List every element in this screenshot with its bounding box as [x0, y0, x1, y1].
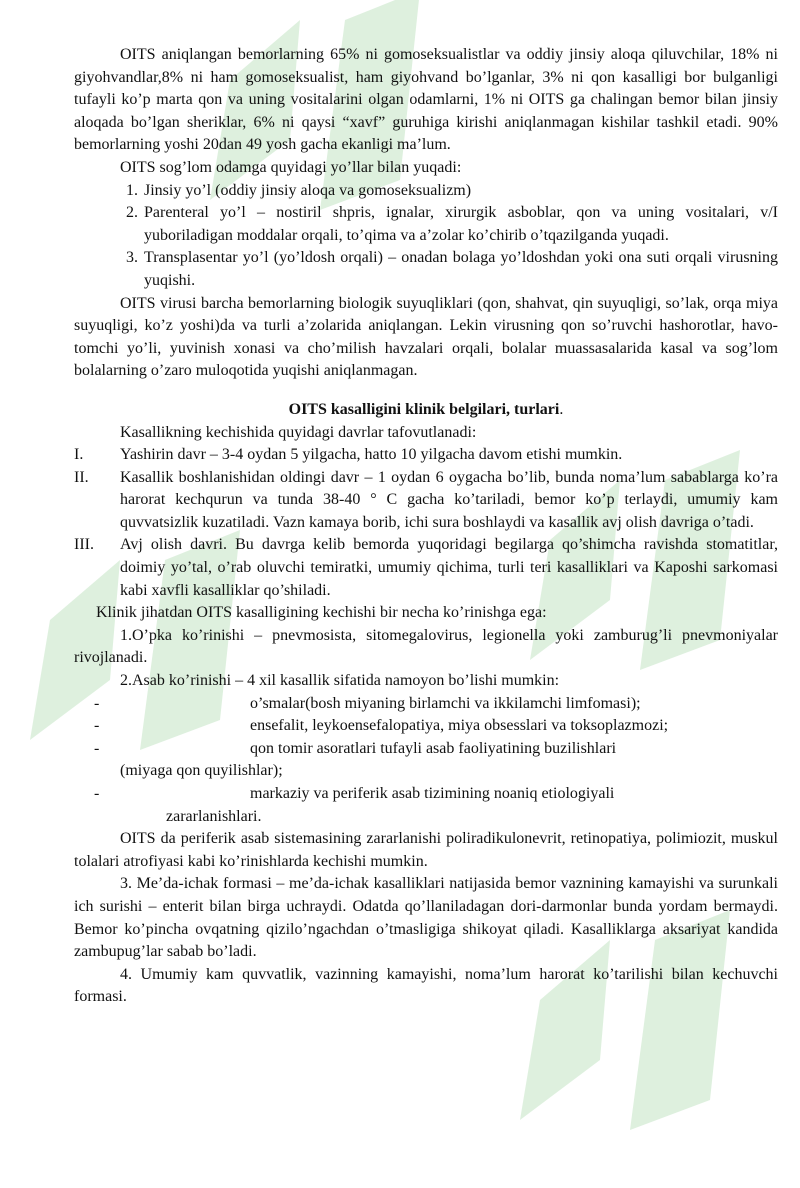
virus-paragraph: OITS virusi barcha bemorlarning biologik suyuqliklari (qon, shahvat, qin suyuqligi, so’lak, orqa miya suyuqligi, ko’z yoshi)da va turli a’zolarida aniqlangan. Lekin virusning qon so’ruvchi hashorotlar, havo-tomchi yo’li, yuvinish xonasi va cho’milish havzalari orqali, bolalar muassasalarida kasal va sog’lom bolalarning o’zaro muloqotida yuqishi aniqlanmagan.	[74, 294, 778, 380]
forms-lead: Klinik jihatdan OITS kasalligining kechishi bir necha ko’rinishga ega:	[96, 604, 547, 622]
routes-lead: OITS sog’lom odamga quyidagi yo’llar bilan yuqadi:	[120, 158, 462, 176]
form-1-paragraph: 1.O’pka ko’rinishi – pnevmosista, sitomegalovirus, legionella yoki zamburug’li pnevmoniyalar rivojlanadi.	[74, 626, 778, 667]
form-2-paragraph: 2.Asab ko’rinishi – 4 xil kasallik sifatida namoyon bo’lishi mumkin:	[120, 672, 560, 690]
list-item: 3. Transplasentar yo’l (yo’ldosh orqali) – onadan bolaga yo’ldoshdan yoki ona suti orqali virusning yuqishi.	[126, 249, 778, 289]
peripheral-paragraph: OITS da periferik asab sistemasining zararlanishi poliradikulonevrit, retinopatiya, polimiozit, muskul tolalari atrofiyasi kabi ko’rinishlarda kechishi mumkin.	[74, 830, 778, 870]
intro-paragraph: OITS aniqlangan bemorlarning 65% ni gomoseksualistlar va oddiy jinsiy aloqa qiluvchilar, 18% ni giyohvandlar,8% ni ham gomoseksualist, ham giyohvand bo’lganlar, 3% ni qon kasalligi bor bulganligi tufayli ko’p marta qon va uning vositalarini olgan odamlarni, 1% ni OITS ga chalingan bemor bilan jinsiy aloqada bo’lgan sheriklar, 6% ni qaysi “xavf” guruhiga kirishi aniqlanmagan kishilar tashkil etadi. 90% bemorlarning yoshi 20dan 49 yosh gacha ekanligi ma’lum.	[74, 46, 778, 154]
periods-list	[74, 444, 778, 602]
transmission-routes-list	[74, 180, 778, 293]
form-4-paragraph: 4. Umumiy kam quvvatlik, vazinning kamayishi, noma’lum harorat ko’tarilishi bilan kechuvchi formasi.	[74, 965, 778, 1006]
list-item: III. Avj olish davri. Bu davrga kelib bemorda yuqoridagi begilarga qo’shimcha ravishda stomatitlar, doimiy yo’tal, o’rab oluvchi temiratki, umumiy qichima, turli teri kasalliklari va Kaposhi sarkomasi kabi xavfli kasalliklar qo’shiladi.	[74, 536, 778, 599]
list-item: - o’smalar(bosh miyaning birlamchi va ikkilamchi limfomasi);	[94, 694, 641, 712]
list-item: - qon tomir asoratlari tufayli asab faoliyatining buzilishlari (miyaga qon quyilishlar);	[94, 739, 617, 780]
neuro-forms-list	[74, 693, 778, 829]
list-item: I. Yashirin davr – 3-4 oydan 5 yilgacha, hatto 10 yilgacha davom etishi mumkin.	[74, 446, 623, 464]
list-item: - markaziy va periferik asab tizimining noaniq etiologiyali zararlanishlari.	[94, 785, 615, 825]
list-item: - ensefalit, leykoensefalopatiya, miya obsesslari va toksoplazmozi;	[94, 717, 669, 735]
form-3-paragraph: 3. Me’da-ichak formasi – me’da-ichak kasalliklari natijasida bemor vaznining kamayishi va surunkali ich surishi – enterit bilan birga uchraydi. Odatda qo’llaniladagan dori-darmonlar bunda yordam bermaydi. Bemor ko’pincha ovqatning qizilo’ngachdan o’tmasligiga shikoyat qiladi. Kasalliklarga aksariyat kandida zambupug’lar sabab bo’ladi.	[74, 875, 778, 961]
list-item: 1. Jinsiy yo’l (oddiy jinsiy aloqa va gomoseksualizm)	[126, 181, 472, 199]
list-item: II. Kasallik boshlanishidan oldingi davr – 1 oydan 6 oygacha bo’lib, bunda noma’lum sabablarga ko’ra harorat kechqurun va tunda 38-40 ° C gacha ko’tariladi, bemor ko’p terlaydi, umumiy kam quvvatsizlik kuzatiladi. Vazn kamaya borib, ichi sura boshlaydi va kasallik avj olish davriga o’tadi.	[74, 468, 778, 531]
document-page	[74, 44, 778, 1009]
list-item: 2. Parenteral yo’l – nostiril shpris, ignalar, xirurgik asboblar, qon va uning vositalari, v/I yuboriladigan moddalar orqali, to’qima va a’zolar ko’chirib o’tqazilganda yuqadi.	[126, 204, 778, 244]
section-heading: OITS kasalligini klinik belgilari, turlari.	[288, 400, 564, 418]
periods-lead: Kasallikning kechishida quyidagi davrlar tafovutlanadi:	[120, 423, 477, 441]
